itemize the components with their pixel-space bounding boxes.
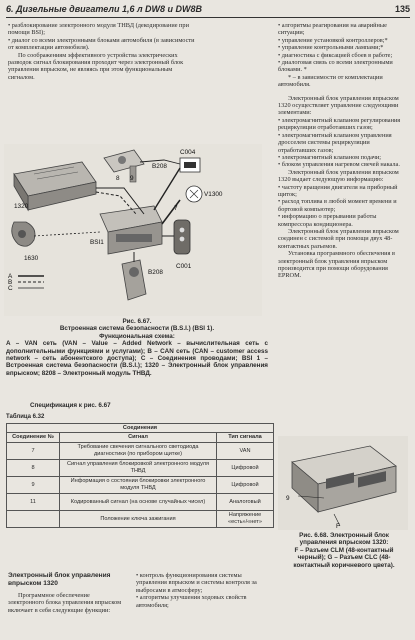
table-cell: Напряжение «есть»/«нет» [217, 510, 274, 527]
label-b208: B208 [152, 163, 167, 170]
paragraph: • электромагнитный клапаном управления дросселем системы рециркуляции отработавших газов; [278, 131, 392, 154]
table-cell: 9 [7, 476, 60, 493]
table-col-header: Соединение № [7, 433, 60, 442]
table-col-header: Тип сигнала [217, 433, 274, 442]
figure-6-67-caption [6, 318, 268, 377]
paragraph: Электронный блок управления впрыском соединен с системой при помощи двух 48-контактных разъемов. [278, 227, 399, 250]
table-cell: Кодированный сигнал (на основе случайных чисел) [60, 493, 217, 510]
paragraph: • управление контрольными лампами;* [278, 44, 384, 52]
c001-keyfob [174, 220, 190, 254]
label-9: 9 [286, 495, 290, 502]
paragraph: Программное обеспечение электронного блока управления впрыском включает в себя следующие функции: [8, 592, 122, 614]
caption-text: A – VAN сеть (VAN – Value – Added Network – вычислительная сеть с дополнительными функциями и услугами); B – CAN сеть (CAN – customer access network – сеть абонентского доступа); C – Соединения проводами; BSI 1 – Встроенная система безопасности (B.S.I.); 1320 – Электронный блок управления впрыском; 8208 – Электронный модуль ТНВД. [6, 340, 268, 377]
label-9: 9 [130, 175, 134, 182]
paragraph: • расход топлива в любой момент времени и бортовой компьютер; [278, 198, 397, 213]
caption-scheme: Функциональная схема: [99, 332, 175, 340]
section-heading: Электронный блок управления впрыском 1320 [8, 572, 111, 587]
label-8: 8 [116, 175, 120, 182]
paragraph: • информацию о прерывании работы компрессора кондиционера. [278, 213, 377, 228]
table-cell: Цифровой [217, 459, 274, 476]
paragraph: По соображениям эффективного устройства электрических разводок сигнал блокирования проходит через электронный блок управления впрыском, не являясь при этом функциональным сигналом. [8, 51, 184, 81]
right-column-text [278, 22, 408, 280]
label-v1300: V1300 [204, 191, 223, 198]
paragraph: Электронный блок управления впрыском 1320 выдает следующую информацию: [278, 168, 399, 184]
paragraph: • разблокирование электронного модуля ТНВД (декодирование при помощи BSI); [8, 22, 189, 37]
paragraph: • электромагнитный клапаном регулирования рециркуляции отработавших газов; [278, 116, 401, 132]
label-7: 7 [174, 205, 178, 212]
paragraph: • контроль функционирования системы управления впрыском и системы контроля за выбросами в атмосферу; [136, 572, 257, 594]
table-label: Таблица 6.32 [6, 414, 45, 420]
page-number: 135 [394, 4, 410, 14]
paragraph: • алгоритмы улучшения ходовых свойств автомобиля; [136, 594, 247, 609]
paragraph: Установка программного обеспечения в электронный блок управления впрыском производится при помощи оборудования EPROM. [278, 250, 395, 280]
label-1630: 1630 [24, 255, 39, 262]
table-row [7, 493, 274, 510]
bottom-mid-text [136, 572, 268, 609]
label-a: A [8, 273, 13, 280]
label-f: F [336, 523, 340, 530]
paragraph: • диагностика с фиксацией сбоев в работе; [278, 51, 393, 59]
paragraph: • электромагнитный клапаном подачи; [278, 153, 382, 161]
label-c004: C004 [180, 149, 196, 156]
table-cell: Информация о состоянии блокировки электронного модуля ТНВД [60, 476, 217, 493]
table-row [7, 442, 274, 459]
paragraph: • блоком управления нагревом свечей накала. [278, 161, 400, 169]
table-row [7, 510, 274, 527]
table-cell: 8 [7, 459, 60, 476]
bottom-left-text [8, 572, 126, 614]
paragraph: • диалог со всеми электронными блоками автомобиля (в зависимости от комплектации автомобиля). [8, 36, 195, 52]
table-label-wrap [6, 414, 126, 421]
page-header [6, 4, 410, 16]
label-bsi1: BSI1 [90, 239, 104, 246]
spec-title-wrap [30, 402, 230, 409]
caption-title: Рис. 6.68. Электронный блок управления впрыском 1320: [299, 532, 389, 547]
figure-6-68 [278, 436, 408, 530]
caption-text: F – Разъем CLM (48-контактный черный); G – Разъем CLC (48-контактный коричневого цвета). [293, 546, 395, 569]
paragraph: • диалоговая связь со всеми электронными блоками. * [278, 59, 393, 74]
spec-table [6, 423, 274, 528]
left-top-text [8, 22, 198, 81]
table-row [7, 459, 274, 476]
chapter-title: 6. Дизельные двигатели 1,6 л DW8 и DW8B [6, 4, 203, 14]
table-cell: Требование свечения сигнального светодиода диагностики (по прибором щитке) [60, 442, 217, 459]
label-c001: C001 [176, 263, 192, 270]
paragraph: Электронный блок управления впрыском 1320 осуществляет управление следующими элементами: [278, 94, 399, 117]
table-cell: VAN [217, 442, 274, 459]
table-cell: 7 [7, 442, 60, 459]
label-b: B [8, 279, 13, 286]
table-group-header: Соединения [7, 424, 274, 433]
paragraph: • алгоритмы реагирования на аварийные ситуации; [278, 22, 387, 37]
table-cell [7, 510, 60, 527]
label-b208-lower: B208 [148, 269, 163, 276]
table-col-header: Сигнал [60, 433, 217, 442]
table-cell: Аналоговый [217, 493, 274, 510]
table-cell: 11 [7, 493, 60, 510]
paragraph: * – в зависимости от комплектации автомобиля. [278, 73, 383, 89]
header-rule [6, 17, 410, 18]
label-c: C [8, 285, 13, 292]
figure-6-68-caption [280, 532, 408, 569]
caption-title: Рис. 6.67. [122, 318, 152, 325]
label-1320: 1320 [14, 203, 29, 210]
table-row [7, 476, 274, 493]
table-cell: Положение ключа зажигания [60, 510, 217, 527]
paragraph: • управление установкой контроллеров;* [278, 36, 388, 44]
caption-subtitle: Встроенная система безопасности (B.S.I.) (BSI 1). [59, 325, 215, 333]
table-cell: Сигнал управления блокировкой электронного модуля ТНВД [60, 459, 217, 476]
table-cell: Цифровой [217, 476, 274, 493]
spec-title: Спецификация к рис. 6.67 [30, 402, 111, 409]
figure-6-67 [4, 144, 262, 316]
paragraph: • частоту вращения двигателя на приборный щиток; [278, 183, 398, 198]
